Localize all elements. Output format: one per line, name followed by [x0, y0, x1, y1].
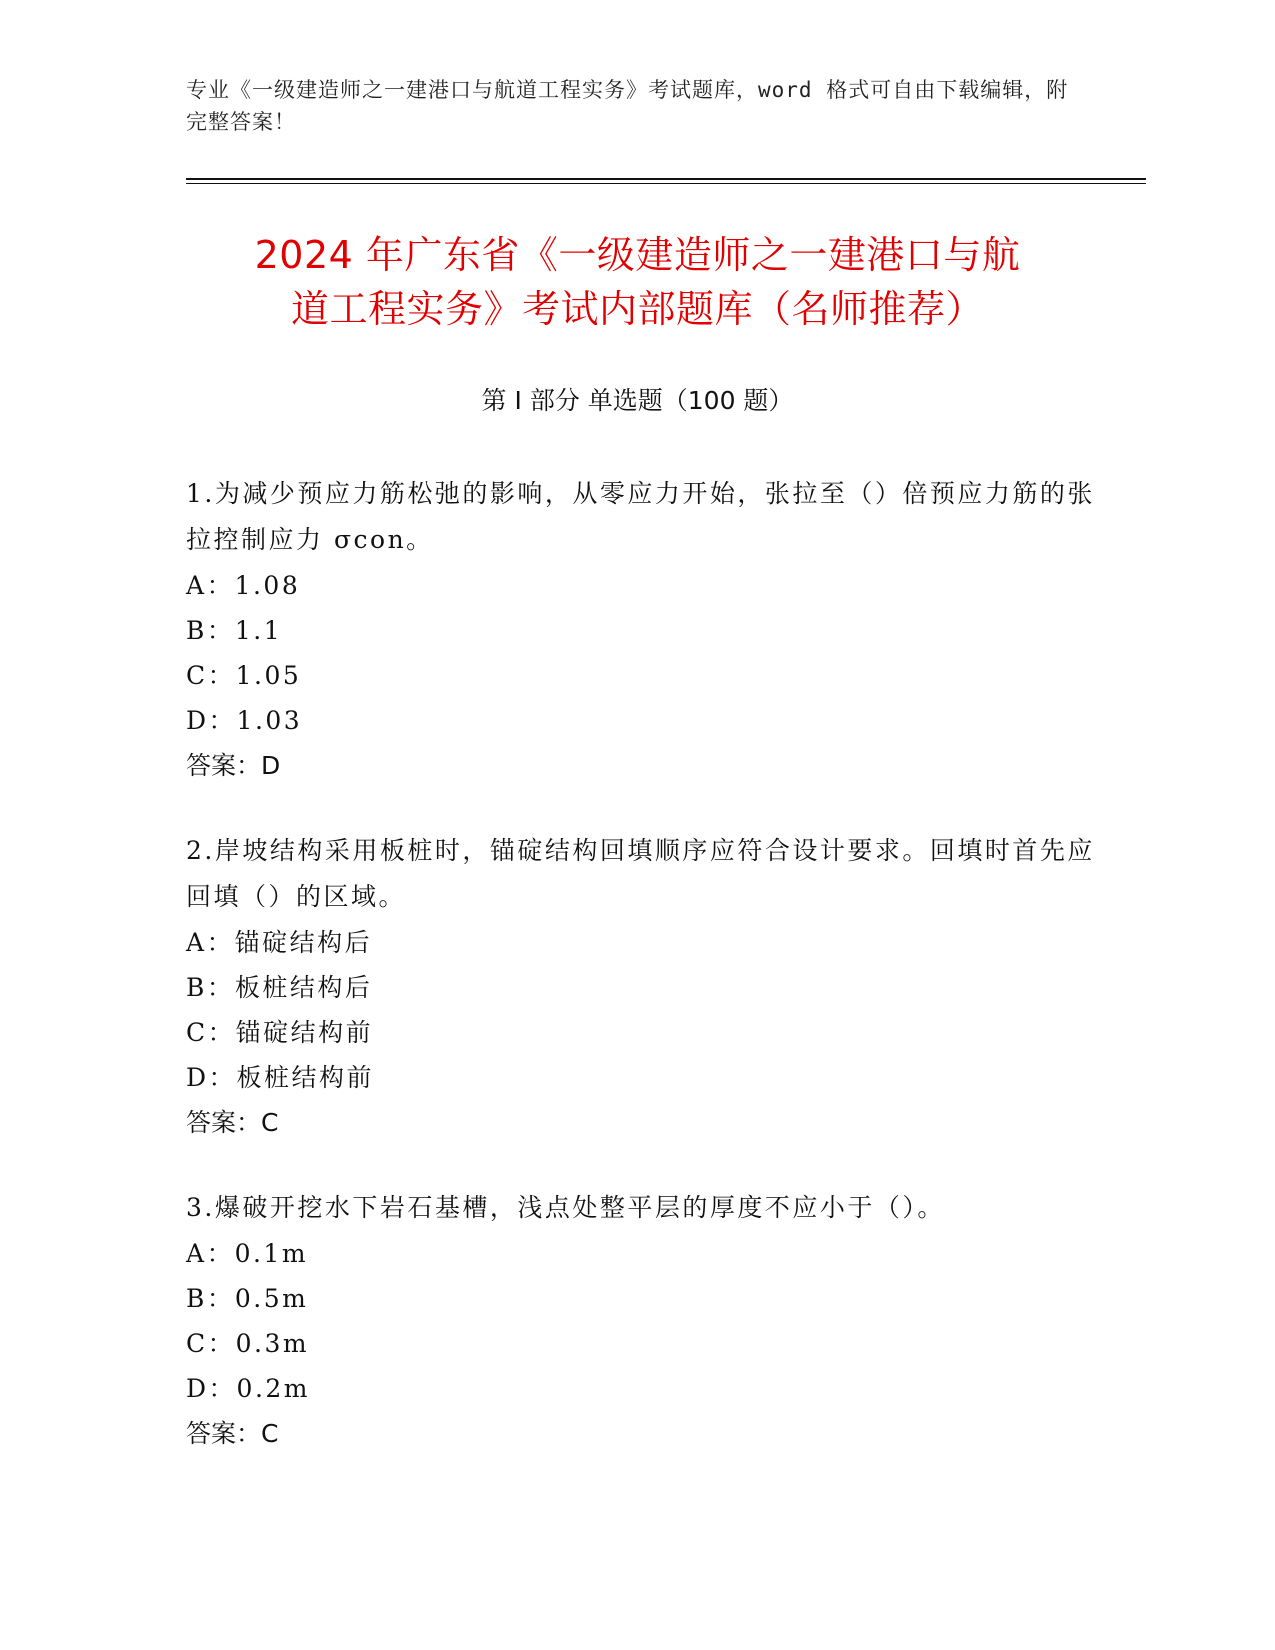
question-item [186, 471, 1106, 788]
answer-line: 答案：C [186, 1108, 279, 1137]
option-d [186, 1055, 1106, 1100]
question-stem: 3.爆破开挖水下岩石基槽，浅点处整平层的厚度不应小于（）。 [186, 1193, 945, 1222]
option-separator: ： [206, 616, 235, 645]
option-letter: B [186, 973, 207, 1002]
option-separator: ： [208, 1374, 237, 1403]
document-title-line-1: 2024 年广东省《一级建造师之一建港口与航 [254, 233, 1021, 277]
option-separator: ： [207, 661, 236, 690]
option-c [186, 653, 1106, 698]
document-title [150, 228, 1125, 336]
option-separator: ： [206, 928, 235, 957]
option-separator: ： [207, 1018, 236, 1047]
question-stem: 1.为减少预应力筋松弛的影响，从零应力开始，张拉至（）倍预应力筋的张拉控制应力 σcon。 [186, 479, 1095, 554]
option-separator: ： [207, 1329, 236, 1358]
option-text: 0.1m [234, 1239, 309, 1268]
option-letter: C [186, 1018, 208, 1047]
option-letter: A [186, 928, 207, 957]
option-text: 1.03 [236, 706, 303, 735]
option-letter: D [186, 706, 209, 735]
option-b [186, 608, 1106, 653]
document-title-line-2: 道工程实务》考试内部题库（名师推荐） [290, 287, 984, 331]
option-text: 1.05 [235, 661, 302, 690]
option-text: 1.1 [234, 616, 283, 645]
option-d [186, 1366, 1106, 1411]
answer-line: 答案：D [186, 751, 281, 780]
option-letter: A [186, 571, 207, 600]
option-b [186, 965, 1106, 1010]
option-b [186, 1276, 1106, 1321]
header-divider-thin [186, 183, 1146, 184]
option-text: 0.2m [236, 1374, 311, 1403]
header-note: 专业《一级建造师之一建港口与航道工程实务》考试题库，word 格式可自由下载编辑，附完整答案！ [186, 78, 1069, 134]
option-letter: A [186, 1239, 207, 1268]
question-item [186, 828, 1106, 1145]
option-letter: C [186, 1329, 208, 1358]
option-letter: B [186, 616, 207, 645]
option-a [186, 563, 1106, 608]
question-item [186, 1185, 1106, 1456]
question-stem: 2.岸坡结构采用板桩时，锚碇结构回填顺序应符合设计要求。回填时首先应回填（）的区域。 [186, 836, 1095, 911]
option-a [186, 920, 1106, 965]
option-separator: ： [206, 571, 235, 600]
option-letter: D [186, 1374, 209, 1403]
option-text: 板桩结构后 [234, 973, 373, 1002]
option-c [186, 1321, 1106, 1366]
option-text: 0.3m [235, 1329, 310, 1358]
option-separator: ： [206, 1239, 235, 1268]
option-text: 1.08 [234, 571, 301, 600]
option-separator: ： [206, 1284, 235, 1313]
option-letter: D [186, 1063, 209, 1092]
option-letter: B [186, 1284, 207, 1313]
option-c [186, 1010, 1106, 1055]
option-separator: ： [208, 706, 237, 735]
option-text: 0.5m [234, 1284, 309, 1313]
section-title: 第 I 部分 单选题（100 题） [481, 386, 794, 415]
option-d [186, 698, 1106, 743]
option-letter: C [186, 661, 208, 690]
answer-line: 答案：C [186, 1419, 279, 1448]
option-separator: ： [208, 1063, 237, 1092]
option-text: 锚碇结构前 [235, 1018, 374, 1047]
header-divider-thick [186, 178, 1146, 180]
option-a [186, 1231, 1106, 1276]
option-text: 锚碇结构后 [234, 928, 373, 957]
option-separator: ： [206, 973, 235, 1002]
option-text: 板桩结构前 [236, 1063, 375, 1092]
question-list [186, 471, 1106, 1496]
